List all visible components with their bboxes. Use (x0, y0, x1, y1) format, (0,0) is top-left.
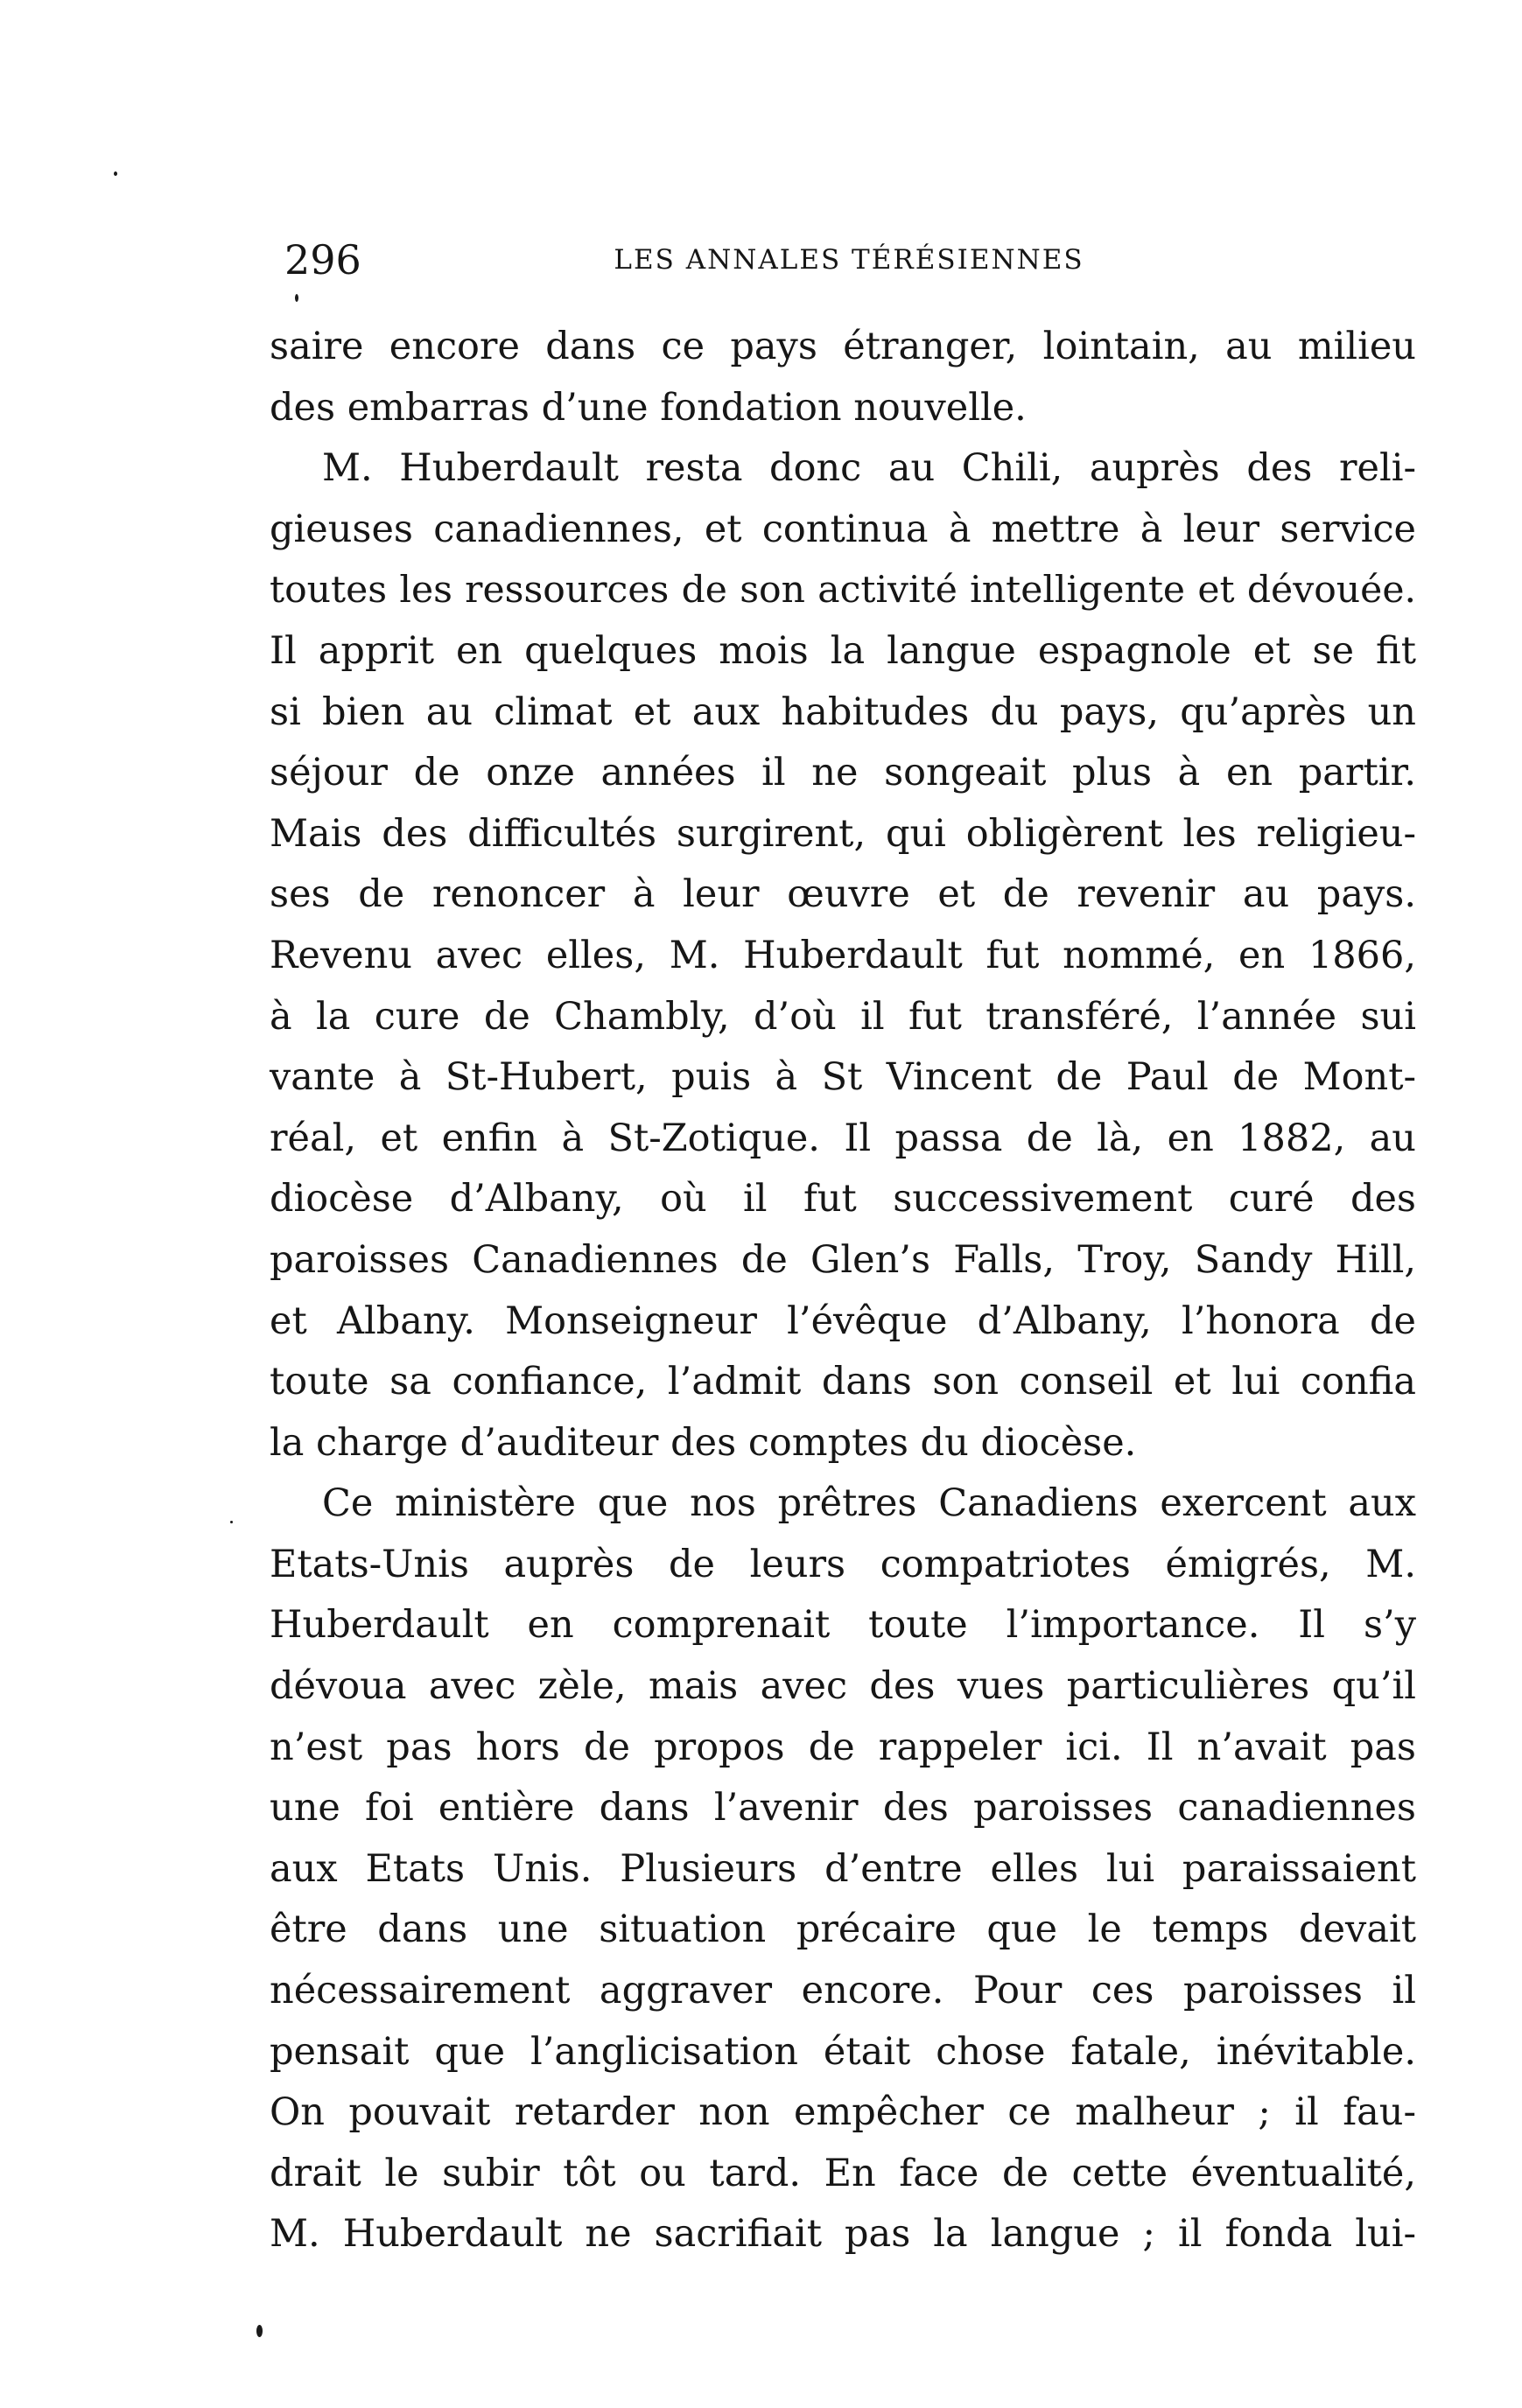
text-line: une foi entière dans l’avenir des paroisses canadiennes (270, 1786, 1416, 1830)
text-line: Mais des difficultés surgirent, qui obligèrent les religieu- (270, 811, 1416, 856)
ink-speck (230, 1521, 233, 1523)
text-line: toute sa confiance, l’admit dans son conseil et lui confia (270, 1360, 1416, 1404)
ink-speck (295, 294, 298, 302)
text-line: drait le subir tôt ou tard. En face de cette éventualité, (270, 2151, 1416, 2195)
text-line: toutes les ressources de son activité intelligente et dévouée. (270, 569, 1416, 612)
text-line: dévoua avec zèle, mais avec des vues particulières qu’il (270, 1664, 1416, 1709)
text-line: si bien au climat et aux habitudes du pays, qu’après un (270, 690, 1416, 734)
text-line: On pouvait retarder non empêcher ce malheur ; il fau- (270, 2090, 1416, 2135)
text-line: gieuses canadiennes, et continua à mettre à leur service (270, 507, 1416, 551)
ink-speck (114, 172, 117, 176)
text-line: n’est pas hors de propos de rappeler ici. Il n’avait pas (270, 1725, 1416, 1769)
text-line: et Albany. Monseigneur l’évêque d’Albany, l’honora de (270, 1298, 1416, 1343)
body-text (270, 317, 1416, 2265)
text-line: Huberdault en comprenait toute l’importance. Il s’y (270, 1603, 1416, 1648)
text-line: vante à St-Hubert, puis à St Vincent de Paul de Mont- (270, 1055, 1416, 1100)
text-line: Etats-Unis auprès de leurs compatriotes émigrés, M. (270, 1542, 1416, 1586)
text-line: Ce ministère que nos prêtres Canadiens exercent aux (322, 1481, 1416, 1526)
page-header (284, 229, 1413, 290)
text-line: séjour de onze années il ne songeait plus à en partir. (270, 751, 1416, 795)
text-line: ses de renoncer à leur œuvre et de revenir au pays. (270, 872, 1416, 917)
text-line: Il apprit en quelques mois la langue espagnole et se fit (270, 628, 1416, 673)
text-line: être dans une situation précaire que le temps devait (270, 1908, 1416, 1952)
text-line: aux Etats Unis. Plusieurs d’entre elles lui paraissaient (270, 1846, 1416, 1891)
text-line: Revenu avec elles, M. Huberdault fut nommé, en 1866, (270, 933, 1416, 977)
running-head: LES ANNALES TÉRÉSIENNES (614, 244, 1084, 276)
text-line: la charge d’auditeur des comptes du diocèse. (270, 1420, 1137, 1465)
text-line: nécessairement aggraver encore. Pour ces paroisses il (270, 1969, 1416, 2013)
text-line: à la cure de Chambly, d’où il fut transféré, l’année sui (270, 994, 1416, 1039)
text-line: M. Huberdault ne sacrifiait pas la langue ; il fonda lui- (270, 2212, 1416, 2257)
text-line: pensait que l’anglicisation était chose fatale, inévitable. (270, 2029, 1416, 2074)
page-number: 296 (284, 236, 361, 284)
text-line: diocèse d’Albany, où il fut successivement curé des (270, 1177, 1416, 1222)
text-line: paroisses Canadiennes de Glen’s Falls, Troy, Sandy Hill, (270, 1237, 1416, 1282)
text-line: M. Huberdault resta donc au Chili, auprès des reli- (322, 446, 1416, 491)
text-line: saire encore dans ce pays étranger, lointain, au milieu (270, 325, 1416, 368)
text-line: réal, et enfin à St-Zotique. Il passa de là, en 1882, au (270, 1116, 1416, 1160)
ink-speck (256, 2325, 263, 2337)
text-line: des embarras d’une fondation nouvelle. (270, 385, 1027, 430)
